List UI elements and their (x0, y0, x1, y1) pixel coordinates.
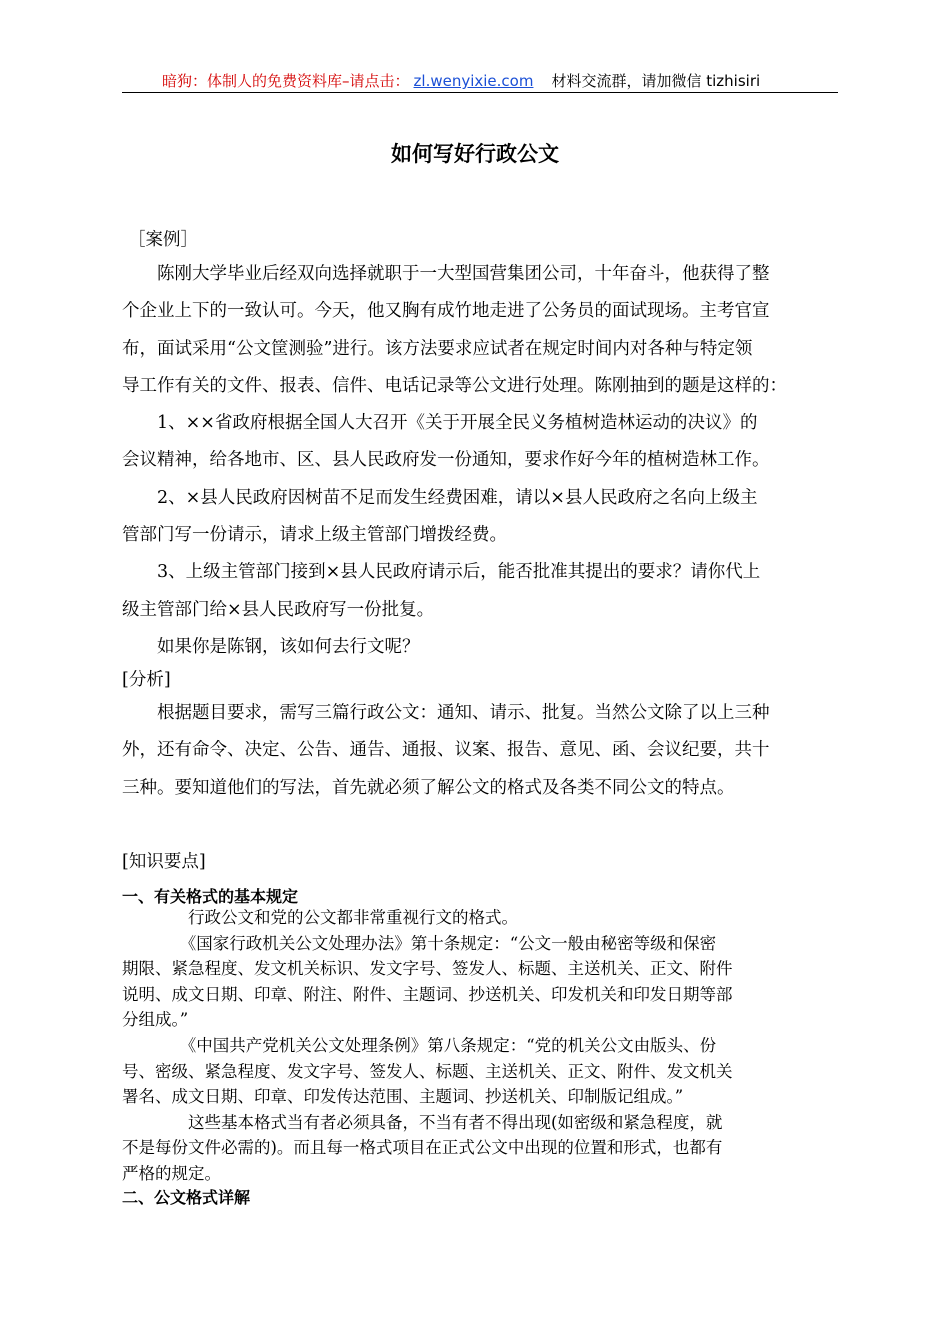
header-click-prompt: –请点击： (342, 72, 410, 90)
text-line: 导工作有关的文件、报表、信件、电话记录等公文进行处理。陈刚抽到的题是这样的： (122, 375, 787, 396)
section2-title: 二、公文格式详解 (122, 1188, 251, 1207)
text-line: 分组成。” (122, 1010, 189, 1030)
text-line: 《中国共产党机关公文处理条例》第八条规定：“党的机关公文由版头、份 (122, 1035, 717, 1055)
text-line: 如果你是陈钢，该如何去行文呢？ (122, 636, 420, 657)
text-line: 期限、紧急程度、发文机关标识、发文字号、签发人、标题、主送机关、正文、附件 (122, 959, 733, 979)
text-line: 外，还有命令、决定、公告、通告、通报、议案、报告、意见、函、会议纪要，共十 (122, 740, 770, 761)
text-line: 布，面试采用“公文筐测验”进行。该方法要求应试者在规定时间内对各种与特定领 (122, 338, 753, 359)
text-line: 《国家行政机关公文处理办法》第十条规定：“公文一般由秘密等级和保密 (122, 933, 717, 953)
text-line: 号、密级、紧急程度、发文字号、签发人、标题、主送机关、正文、附件、发文机关 (122, 1061, 733, 1081)
text-line: 这些基本格式当有者必须具备，不当有者不得出现(如密级和紧急程度，就 (122, 1112, 723, 1132)
text-line: 2、×县人民政府因树苗不足而发生经费困难，请以×县人民政府之名向上级主 (122, 487, 758, 508)
text-line: 1、××省政府根据全国人大召开《关于开展全民义务植树造林运动的决议》的 (122, 413, 758, 434)
analysis-paragraph (122, 695, 838, 807)
text-line: 根据题目要求，需写三篇行政公文：通知、请示、批复。当然公文除了以上三种 (122, 703, 770, 723)
text-line: 管部门写一份请示，请求上级主管部门增拨经费。 (122, 525, 507, 546)
case-label: ［案例］ (128, 230, 198, 250)
header-brand: 暗狗：体制人的免费资料库 (162, 72, 343, 90)
text-line: 署名、成文日期、印章、印发传达范围、主题词、抄送机关、印制版记组成。” (122, 1087, 684, 1107)
header-contact: 材料交流群，请加微信 tizhisiri (551, 72, 761, 90)
text-line: 不是每份文件必需的)。而且每一格式项目在正式公文中出现的位置和形式，也都有 (122, 1138, 723, 1158)
text-line: 行政公文和党的公文都非常重视行文的格式。 (122, 908, 518, 927)
text-line: 陈刚大学毕业后经双向选择就职于一大型国营集团公司，十年奋斗，他获得了整 (122, 264, 770, 284)
text-line: 级主管部门给×县人民政府写一份批复。 (122, 599, 435, 620)
text-line: 3、上级主管部门接到×县人民政府请示后，能否批准其提出的要求？请你代上 (122, 562, 761, 583)
section1-title: 一、有关格式的基本规定 (122, 887, 299, 906)
text-line: 说明、成文日期、印章、附注、附件、主题词、抄送机关、印发机关和印发日期等部 (122, 984, 733, 1004)
text-line: 严格的规定。 (122, 1163, 221, 1183)
header-link[interactable]: zl.wenyixie.com (413, 72, 534, 90)
header-line (162, 70, 760, 91)
text-line: 个企业上下的一致认可。今天，他又胸有成竹地走进了公务员的面试现场。主考官宣 (122, 301, 770, 322)
knowledge-paragraphs (122, 905, 838, 1187)
document-title: 如何写好行政公文 (391, 142, 559, 166)
text-line: 会议精神，给各地市、区、县人民政府发一份通知，要求作好今年的植树造林工作。 (122, 450, 770, 471)
text-line: 三种。要知道他们的写法，首先就必须了解公文的格式及各类不同公文的特点。 (122, 777, 735, 798)
page-header (122, 68, 838, 93)
analysis-label: [分析] (122, 670, 171, 690)
case-paragraph (122, 256, 838, 666)
knowledge-label: [知识要点] (122, 852, 206, 872)
